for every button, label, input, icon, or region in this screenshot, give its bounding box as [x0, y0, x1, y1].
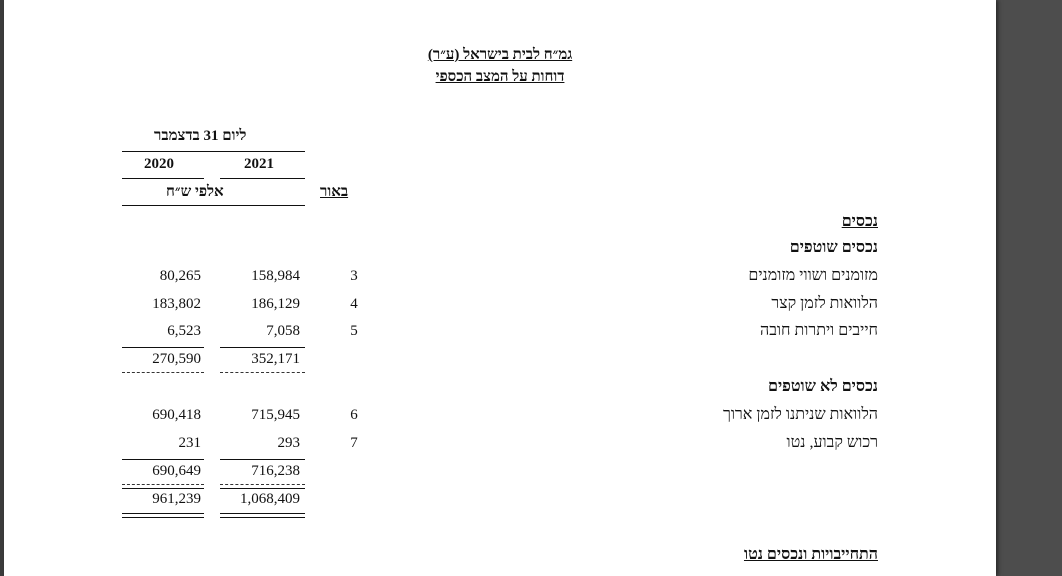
row-label: מזומנים ושווי מזומנים: [748, 267, 878, 284]
row-label: הלוואות שניתנו לזמן ארוך: [722, 406, 878, 423]
subtotal-dashed-rule: [122, 372, 204, 373]
heading-rule: [122, 151, 305, 152]
section-assets: נכסים: [841, 213, 878, 230]
total-assets-2021: 1,068,409: [240, 491, 300, 507]
date-heading: ליום 31 בדצמבר: [154, 128, 247, 144]
subtotal-rule: [122, 347, 204, 348]
year-prior: 2020: [144, 156, 174, 172]
row-value-2021: 158,984: [251, 268, 300, 284]
subtotal-dashed-rule: [122, 484, 204, 485]
current-assets-total-2020: 270,590: [152, 351, 201, 367]
row-note: 3: [350, 268, 358, 284]
section-non-current-assets: נכסים לא שוטפים: [767, 378, 878, 395]
row-label: הלוואות לזמן קצר: [771, 295, 878, 312]
row-value-2020: 6,523: [167, 323, 201, 339]
statement-title: דוחות על המצב הכספי: [435, 69, 565, 85]
year-current: 2021: [244, 156, 274, 172]
year-current-rule: [220, 178, 305, 179]
subtotal-dashed-rule: [220, 372, 305, 373]
viewer-background: [996, 0, 1062, 576]
document-page: [4, 0, 996, 576]
row-note: 4: [350, 296, 358, 312]
row-value-2020: 183,802: [152, 296, 201, 312]
non-current-assets-total-2021: 716,238: [251, 463, 300, 479]
total-double-rule: [122, 513, 204, 518]
non-current-assets-total-2020: 690,649: [152, 463, 201, 479]
subtotal-rule: [220, 347, 305, 348]
row-note: 6: [350, 407, 358, 423]
total-rule: [122, 488, 204, 489]
company-name: גמ״ח לבית בישראל (ע״ר): [427, 47, 573, 63]
row-value-2020: 690,418: [152, 407, 201, 423]
note-heading: באור: [320, 184, 349, 200]
total-assets-2020: 961,239: [152, 491, 201, 507]
row-label: רכוש קבוע, נטו: [786, 434, 878, 451]
current-assets-total-2021: 352,171: [251, 351, 300, 367]
total-double-rule: [220, 513, 305, 518]
row-note: 7: [350, 435, 358, 451]
section-current-assets: נכסים שוטפים: [789, 239, 878, 256]
total-rule: [220, 488, 305, 489]
subtotal-rule: [122, 459, 204, 460]
unit-rule: [122, 205, 305, 206]
row-value-2021: 7,058: [266, 323, 300, 339]
row-value-2020: 231: [178, 435, 201, 451]
row-value-2020: 80,265: [159, 268, 201, 284]
section-liabilities-equity: התחייבויות ונכסים נטו: [743, 546, 878, 563]
row-label: חייבים ויתרות חובה: [760, 322, 878, 339]
row-note: 5: [350, 323, 358, 339]
year-prior-rule: [122, 178, 204, 179]
subtotal-dashed-rule: [220, 484, 305, 485]
subtotal-rule: [220, 459, 305, 460]
row-value-2021: 293: [277, 435, 300, 451]
unit-label: אלפי ש״ח: [166, 184, 224, 200]
row-value-2021: 715,945: [251, 407, 300, 423]
row-value-2021: 186,129: [251, 296, 300, 312]
